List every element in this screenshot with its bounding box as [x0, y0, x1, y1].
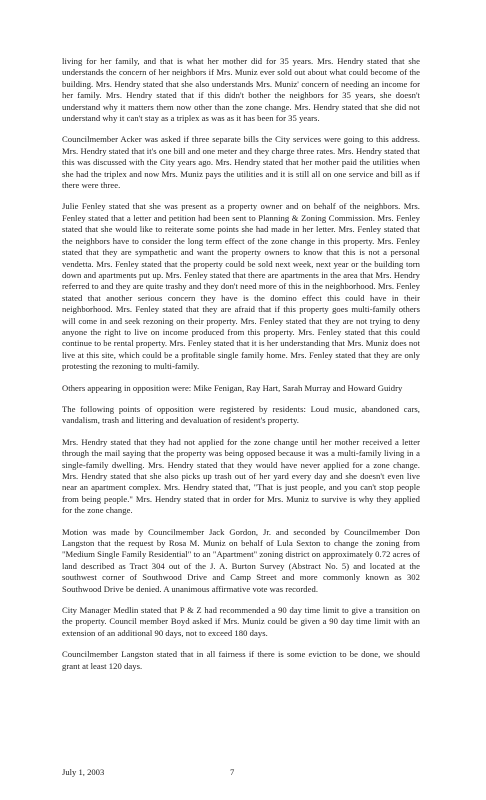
paragraph-fenley-statement: Julie Fenley stated that she was present as a property owner and on behalf of the neighbors. Mrs. Fenley stated that a letter and petition had been sent to Planning & Zoning Commission. Mrs. Fenley stated that she would like to reiterate some points she had made in her letter. Mrs. Fenley stated that the neighbors have to consider the long term effect of the zone change in this property. Mrs. Fenley stated that they are sympathetic and want the property owners to know that this is not a personal vendetta. Mrs. Fenley stated that the property could be sold next week, next year or the building torn down and apartments put up. Mrs. Fenley stated that there are apartments in the area that Mrs. Hendry referred to and they are quite trashy and they don't need more of this in the neighborhood. Mrs. Fenley stated that another serious concern they have is the domino effect this could have in their neighborhood. Mrs. Fenley stated that they are afraid that if this property goes multi-family others will come in and seek rezoning on their property. Mrs. Fenley stated that they are not trying to deny anyone the right to live on income produced from this property. Mrs. Fenley stated that this could continue to be rental property. Mrs. Fenley stated that it is her understanding that Mrs. Muniz does not live at this site, which could be a profitable single family home. Mrs. Fenley stated that they are only protesting the rezoning to multi-family. — [62, 201, 420, 372]
footer-date: July 1, 2003 — [62, 767, 105, 777]
paragraph-hendry-family-income: living for her family, and that is what her mother did for 35 years. Mrs. Hendry stated that she understands the concern of her neighbors if Mrs. Muniz ever sold out about what could become of the building. Mrs. Hendry stated that she also understands Mrs. Muniz' concern of needing an income for her family. Mrs. Hendry stated that if this didn't bother the neighbors for 35 years, she doesn't understand why it matters them now other than the zone change. Mrs. Hendry stated that she did not understand why it can't stay as a triplex as was as it has been for 35 years. — [62, 56, 420, 124]
paragraph-others-in-opposition: Others appearing in opposition were: Mike Fenigan, Ray Hart, Sarah Murray and Howard Guidry — [62, 382, 403, 393]
paragraph-time-limit: City Manager Medlin stated that P & Z had recommended a 90 day time limit to give a transition on the property. Council member Boyd asked if Mrs. Muniz could be given a 90 day time limit with an extension of an additional 90 days, not to exceed 180 days. — [62, 605, 420, 638]
paragraph-opposition-points: The following points of opposition were registered by residents: Loud music, abandoned cars, vandalism, trash and littering and devaluation of resident's property. — [62, 403, 420, 426]
paragraph-langston-120-days: Councilmember Langston stated that in all fairness if there is some eviction to be done, we should grant at least 120 days. — [62, 649, 420, 671]
paragraph-hendry-rebuttal: Mrs. Hendry stated that they had not applied for the zone change until her mother received a letter through the mail saying that the property was being opposed because it was a multi-family living in a single-family dwelling. Mrs. Hendry stated that they would have never applied for a zone change. Mrs. Hendry stated that she also picks up trash out of her yard every day and she doesn't even live near an apartment complex. Mrs. Hendry stated that, "That is just people, and you can't stop people from being people." Mrs. Hendry stated that in order for Mrs. Muniz to survive is why they applied for the zone change. — [62, 436, 420, 516]
paragraph-motion-denied: Motion was made by Councilmember Jack Gordon, Jr. and seconded by Councilmember Don Langston that the request by Rosa M. Muniz on behalf of Lula Sexton to change the zoning from "Medium Single Family Residential" to an "Apartment" zoning district on approximately 0.72 acres of land described as Tract 304 out of the J. A. Burton Survey (Abstract No. 5) and located at the southwest corner of Southwood Drive and Camp Street and more commonly known as 302 Southwood Drive be denied. A unanimous affirmative vote was recorded. — [62, 526, 420, 594]
page-number: 7 — [230, 767, 235, 777]
paragraph-utility-bills: Councilmember Acker was asked if three separate bills the City services were going to this address. Mrs. Hendry stated that it's one bill and one meter and they charge three rates. Mrs. Hendry stated that this was discussed with the City years ago. Mrs. Hendry stated that her mother paid the utilities when she had the triplex and now Mrs. Muniz pays the utilities and it is still all on one service and bill as if there were three. — [62, 134, 420, 191]
